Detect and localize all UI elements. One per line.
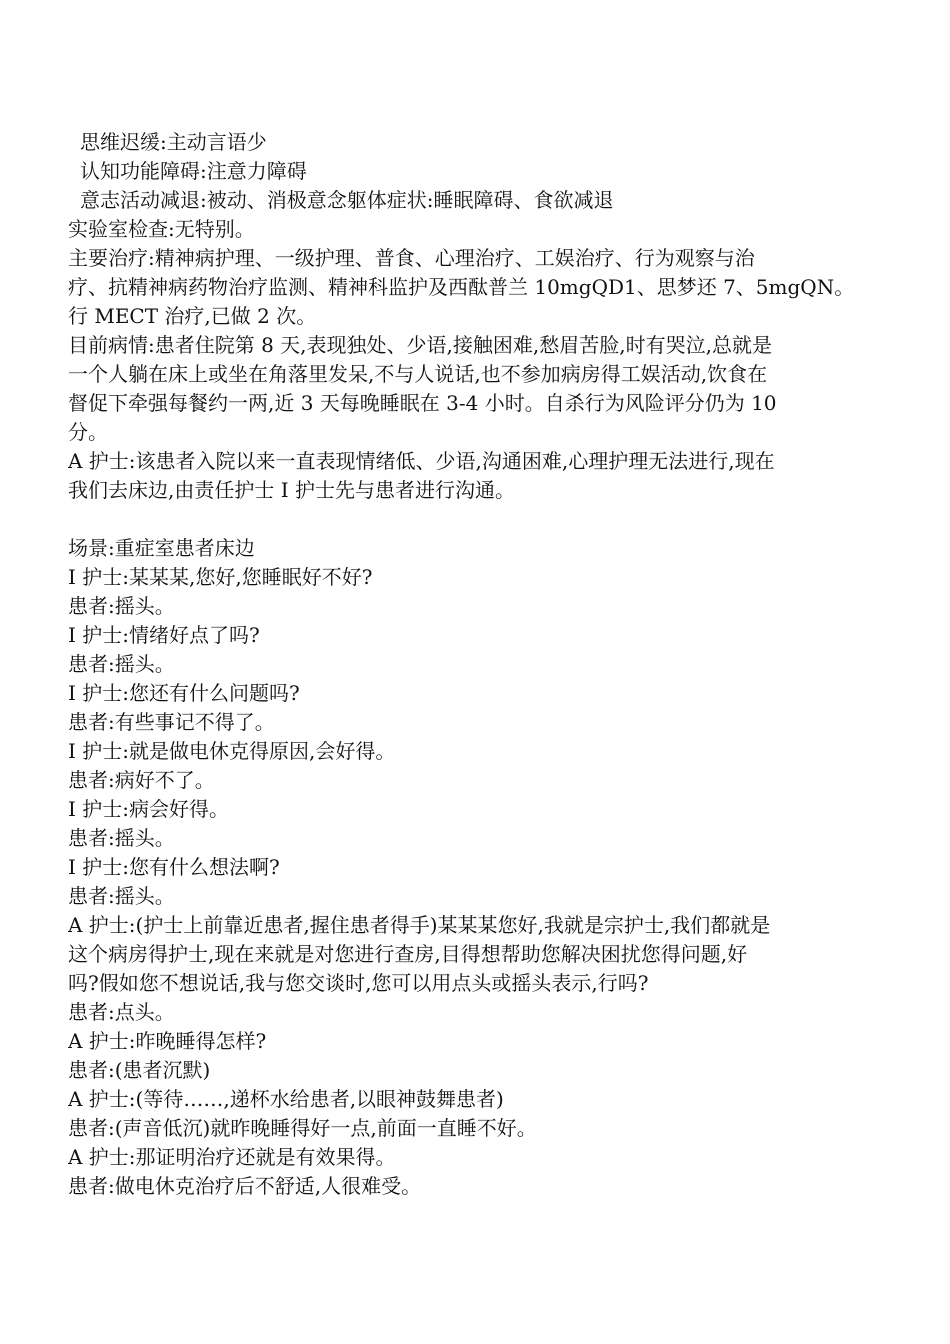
text-line: A 护士:该患者入院以来一直表现情绪低、少语,沟通困难,心理护理无法进行,现在 — [68, 449, 775, 473]
text-line: I 护士:您有什么想法啊? — [68, 855, 280, 879]
text-line: 场景:重症室患者床边 — [68, 536, 255, 560]
text-line: 患者:摇头。 — [68, 652, 175, 676]
text-line: 患者:病好不了。 — [68, 768, 215, 792]
text-line: 患者:(声音低沉)就昨晚睡得好一点,前面一直睡不好。 — [68, 1116, 537, 1140]
text-line: 分。 — [68, 420, 108, 444]
text-line: 思维迟缓:主动言语少 — [80, 130, 267, 154]
text-line: 患者:摇头。 — [68, 594, 175, 618]
text-line: 一个人躺在床上或坐在角落里发呆,不与人说话,也不参加病房得工娱活动,饮食在 — [68, 362, 768, 386]
text-line: 督促下牵强每餐约一两,近 3 天每晚睡眠在 3-4 小时。自杀行为风险评分仍为 10 — [68, 391, 777, 415]
text-line: 主要治疗:精神病护理、一级护理、普食、心理治疗、工娱治疗、行为观察与治 — [68, 246, 755, 270]
text-line: I 护士:您还有什么问题吗? — [68, 681, 300, 705]
text-line: 意志活动减退:被动、消极意念躯体症状:睡眠障碍、食欲减退 — [80, 188, 614, 212]
text-line: 目前病情:患者住院第 8 天,表现独处、少语,接触困难,愁眉苦脸,时有哭泣,总就是 — [68, 333, 772, 357]
text-line: A 护士:(护士上前靠近患者,握住患者得手)某某某您好,我就是宗护士,我们都就是 — [68, 913, 771, 937]
text-line: 患者:点头。 — [68, 1000, 175, 1024]
text-line: 实验室检查:无特别。 — [68, 217, 255, 241]
document-page — [68, 128, 880, 1201]
text-line: I 护士:病会好得。 — [68, 797, 229, 821]
text-line: 疗、抗精神病药物治疗监测、精神科监护及西酞普兰 10mgQD1、思梦还 7、5mgQN。 — [68, 275, 855, 299]
text-line: A 护士:(等待……,递杯水给患者,以眼神鼓舞患者) — [68, 1087, 504, 1111]
text-line: 患者:摇头。 — [68, 826, 175, 850]
text-line: A 护士:昨晚睡得怎样? — [68, 1029, 267, 1053]
text-line: 行 MECT 治疗,已做 2 次。 — [68, 304, 317, 328]
text-line: I 护士:就是做电休克得原因,会好得。 — [68, 739, 396, 763]
text-line: 我们去床边,由责任护士 I 护士先与患者进行沟通。 — [68, 478, 515, 502]
text-line: 吗?假如您不想说话,我与您交谈时,您可以用点头或摇头表示,行吗? — [68, 971, 649, 995]
text-line: 认知功能障碍:注意力障碍 — [80, 159, 307, 183]
text-line: I 护士:某某某,您好,您睡眠好不好? — [68, 565, 373, 589]
text-line: 这个病房得护士,现在来就是对您进行查房,目得想帮助您解决困扰您得问题,好 — [68, 942, 748, 966]
text-line: I 护士:情绪好点了吗? — [68, 623, 260, 647]
text-line: A 护士:那证明治疗还就是有效果得。 — [68, 1145, 396, 1169]
text-line: 患者:摇头。 — [68, 884, 175, 908]
blank-line — [68, 505, 880, 534]
text-line: 患者:有些事记不得了。 — [68, 710, 275, 734]
text-line: 患者:做电休克治疗后不舒适,人很难受。 — [68, 1174, 422, 1198]
text-line: 患者:(患者沉默) — [68, 1058, 211, 1082]
